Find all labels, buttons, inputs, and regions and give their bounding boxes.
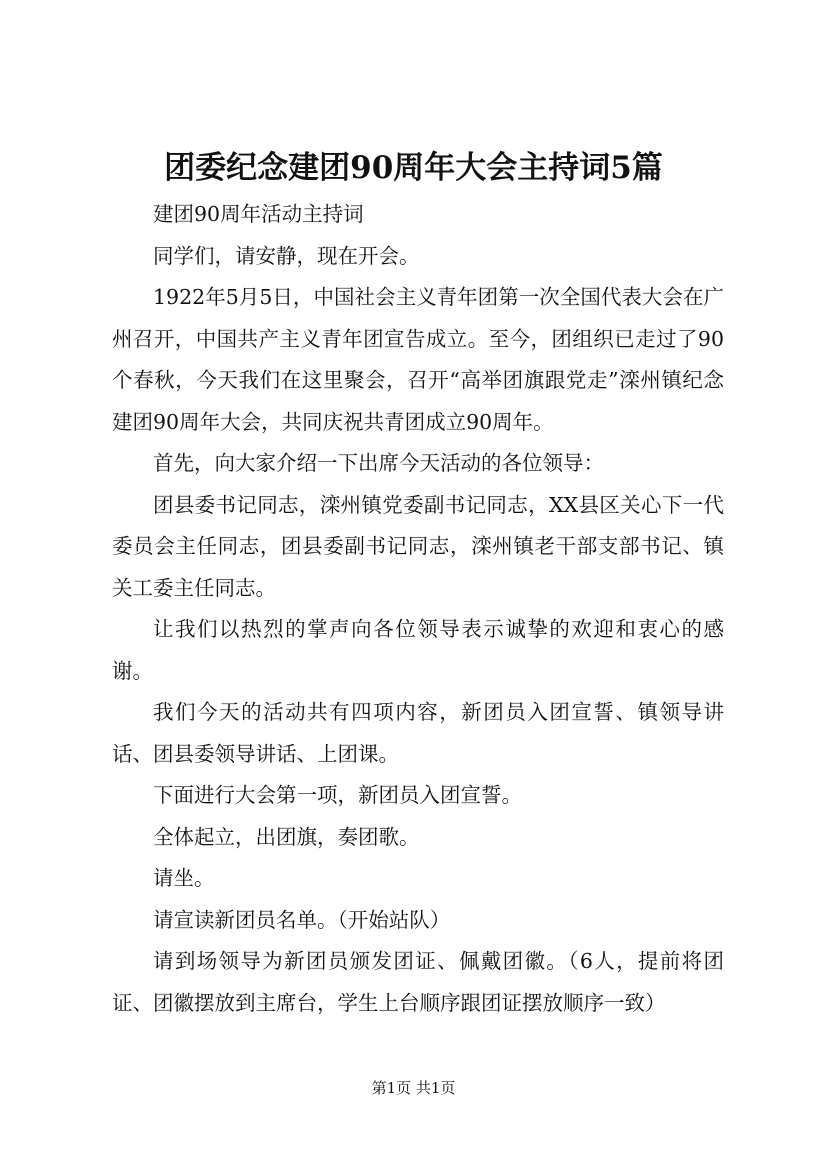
paragraph: 首先，向大家介绍一下出席今天活动的各位领导：: [153, 451, 604, 475]
paragraph: 我们今天的活动共有四项内容，新团员入团宣誓、镇领导讲话、团县委领导讲话、上团课。: [112, 700, 724, 766]
paragraph: 建团90周年活动主持词: [153, 202, 364, 226]
document-title: 团委纪念建团90周年大会主持词5篇: [164, 150, 663, 186]
paragraph: 下面进行大会第一项，新团员入团宣誓。: [153, 783, 522, 807]
paragraph: 请宣读新团员名单。（开始站队）: [153, 907, 451, 932]
paragraph: 团县委书记同志，滦州镇党委副书记同志，XX县区关心下一代委员会主任同志，团县委副书记同志，滦州镇老干部支部书记、镇关工委主任同志。: [112, 492, 724, 600]
paragraph: 同学们，请安静，现在开会。: [153, 243, 420, 268]
document-body: [112, 194, 724, 1024]
paragraph: 请坐。: [153, 866, 215, 890]
page-footer: 第1页 共1页: [371, 1079, 456, 1097]
paragraph: 全体起立，出团旗，奏团歌。: [153, 824, 420, 849]
paragraph: 请到场领导为新团员颁发团证、佩戴团徽。（6人，提前将团证、团徽摆放到主席台，学生上台顺序跟团证摆放顺序一致）: [112, 949, 724, 1015]
paragraph: 1922年5月5日，中国社会主义青年团第一次全国代表大会在广州召开，中国共产主义青年团宣告成立。至今，团组织已走过了90个春秋，今天我们在这里聚会，召开“高举团旗跟党走”滦州镇纪念建团90周年大会，共同庆祝共青团成立90周年。: [112, 285, 724, 434]
paragraph: 让我们以热烈的掌声向各位领导表示诚挚的欢迎和衷心的感谢。: [112, 617, 724, 683]
